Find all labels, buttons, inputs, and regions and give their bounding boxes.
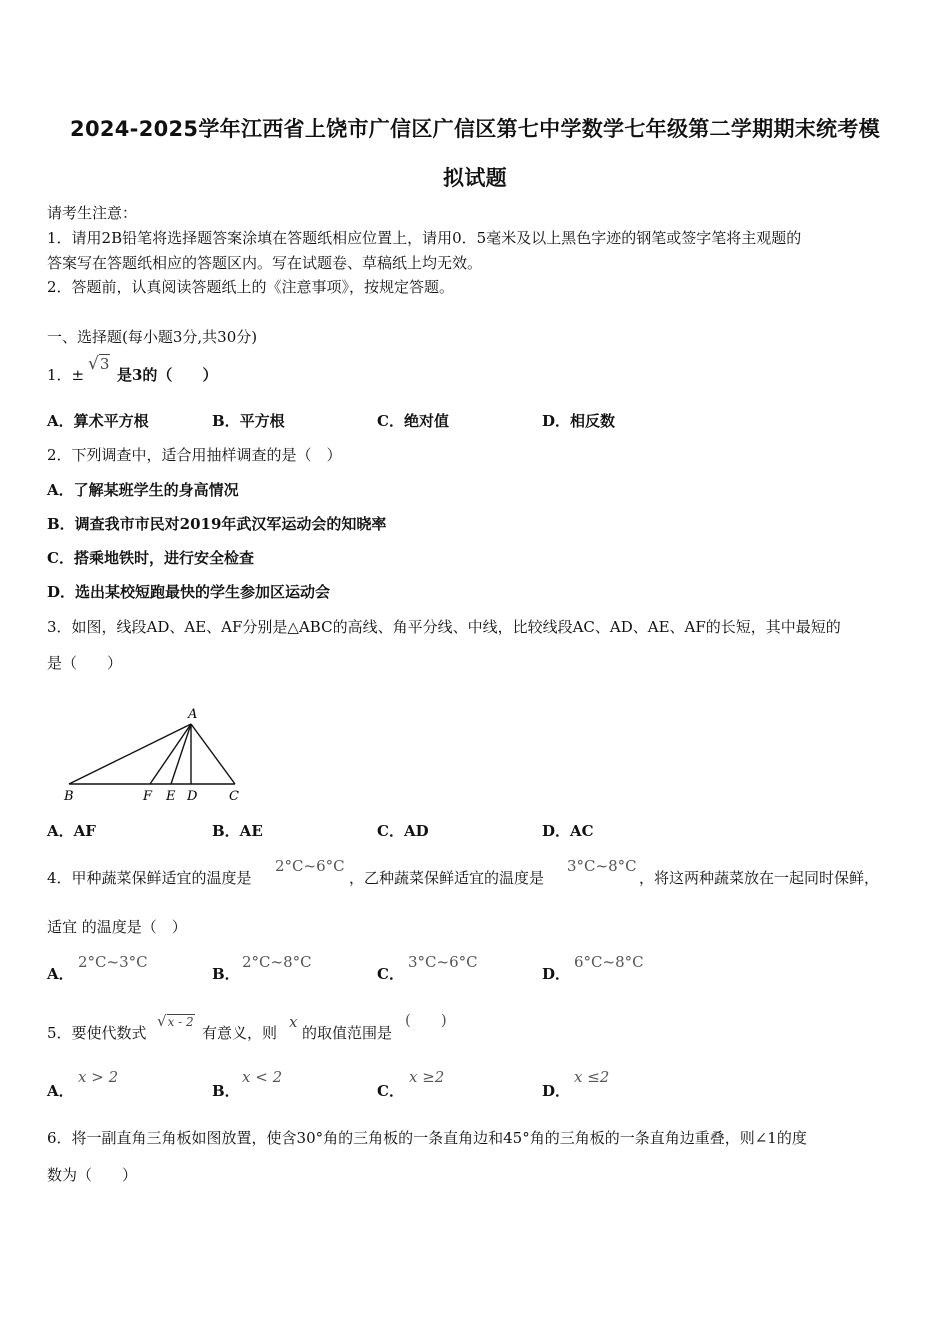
- q1-option-c: C．绝对值: [377, 412, 449, 430]
- notice-item-1b: 答案写在答题纸相应的答题区内。写在试题卷、草稿纸上均无效。: [47, 254, 483, 272]
- q4-option-d-value: 6°C~8°C: [574, 953, 644, 971]
- q4-part1: 4．甲种蔬菜保鲜适宜的温度是: [47, 869, 252, 887]
- q1-prefix: 1．±: [47, 366, 85, 384]
- notice-heading: 请考生注意：: [47, 204, 138, 222]
- q4-option-d-label: D．: [542, 965, 571, 983]
- q4-option-b-label: B．: [212, 965, 240, 983]
- q2-option-b: B．调查我市市民对2019年武汉军运动会的知晓率: [47, 515, 387, 533]
- q3-label-e: E: [166, 789, 176, 804]
- q3-option-a: A．AF: [47, 822, 96, 840]
- q4-part3: ，将这两种蔬菜放在一起同时保鲜，: [639, 869, 880, 887]
- q5-part3: 的取值范围是: [302, 1024, 393, 1042]
- q2-option-c: C．搭乘地铁时，进行安全检查: [47, 549, 254, 567]
- q3-label-a: A: [188, 707, 198, 722]
- q2-option-d: D．选出某校短跑最快的学生参加区运动会: [47, 583, 331, 601]
- q5-sqrt: √x - 2: [157, 1012, 194, 1030]
- q6-stem-b: 数为（ ）: [47, 1166, 138, 1184]
- q5-option-b-value: x < 2: [242, 1068, 283, 1086]
- q1-sqrt: √3: [88, 354, 110, 374]
- q3-label-c: C: [229, 789, 239, 804]
- q4-range2: 3°C~8°C: [567, 857, 637, 875]
- q5-part2: 有意义，则: [202, 1024, 278, 1042]
- q5-option-a-value: x > 2: [78, 1068, 119, 1086]
- q5-var: x: [289, 1013, 298, 1031]
- q4-range1: 2°C~6°C: [275, 857, 345, 875]
- q3-option-c: C．AD: [377, 822, 429, 840]
- exam-title-line2: 拟试题: [443, 166, 507, 190]
- q3-triangle-figure: [55, 700, 255, 808]
- notice-item-1a: 1．请用2B铅笔将选择题答案涂填在答题纸相应位置上，请用0．5毫米及以上黑色字迹的钢笔或签字笔将主观题的: [47, 229, 802, 247]
- q3-option-b: B．AE: [212, 822, 263, 840]
- q4-option-a-label: A．: [47, 965, 74, 983]
- q4-stem-b: 适宜 的温度是（ ）: [47, 918, 187, 936]
- q3-side-ab: [69, 724, 191, 784]
- q5-radicand: x - 2: [167, 1015, 194, 1029]
- q5-option-a-label: A．: [47, 1082, 74, 1100]
- q6-stem-a: 6．将一副直角三角板如图放置，使含30°角的三角板的一条直角边和45°角的三角板的一条直角边重叠，则∠1的度: [47, 1129, 807, 1147]
- q4-option-b-value: 2°C~8°C: [242, 953, 312, 971]
- q3-label-f: F: [143, 789, 153, 804]
- q5-option-b-label: B．: [212, 1082, 240, 1100]
- q3-option-d: D．AC: [542, 822, 594, 840]
- q1-option-d: D．相反数: [542, 412, 616, 430]
- q3-side-ac: [191, 724, 235, 784]
- q5-option-d-label: D．: [542, 1082, 571, 1100]
- q3-stem-b: 是（ ）: [47, 654, 123, 672]
- q5-part1: 5．要使代数式: [47, 1024, 147, 1042]
- q1-option-b: B．平方根: [212, 412, 285, 430]
- q5-option-d-value: x ≤2: [574, 1068, 610, 1086]
- q5-option-c-value: x ≥2: [409, 1068, 445, 1086]
- q3-median-af: [150, 724, 191, 784]
- q4-option-c-value: 3°C~6°C: [408, 953, 478, 971]
- q3-label-b: B: [64, 789, 74, 804]
- q5-option-c-label: C．: [377, 1082, 404, 1100]
- q5-paren: ( ): [405, 1011, 447, 1029]
- q4-part2: ，乙种蔬菜保鲜适宜的温度是: [349, 869, 545, 887]
- section-heading: 一、选择题(每小题3分,共30分): [47, 328, 258, 346]
- q1-option-a: A．算术平方根: [47, 412, 149, 430]
- q2-option-a: A．了解某班学生的身高情况: [47, 481, 239, 499]
- q1-radicand: 3: [99, 355, 110, 373]
- notice-item-2: 2．答题前，认真阅读答题纸上的《注意事项》，按规定答题。: [47, 278, 455, 296]
- q1-suffix: 是3的（ ）: [117, 366, 218, 384]
- q4-option-c-label: C．: [377, 965, 404, 983]
- q3-stem-a: 3．如图，线段AD、AE、AF分别是△ABC的高线、角平分线、中线，比较线段AC、AD、AE、AF的长短，其中最短的: [47, 618, 841, 636]
- exam-title-line1: 2024-2025学年江西省上饶市广信区广信区第七中学数学七年级第二学期期末统考模: [70, 117, 880, 141]
- q4-option-a-value: 2°C~3°C: [78, 953, 148, 971]
- q3-label-d: D: [187, 789, 198, 804]
- q2-stem: 2．下列调查中，适合用抽样调查的是（ ）: [47, 446, 342, 464]
